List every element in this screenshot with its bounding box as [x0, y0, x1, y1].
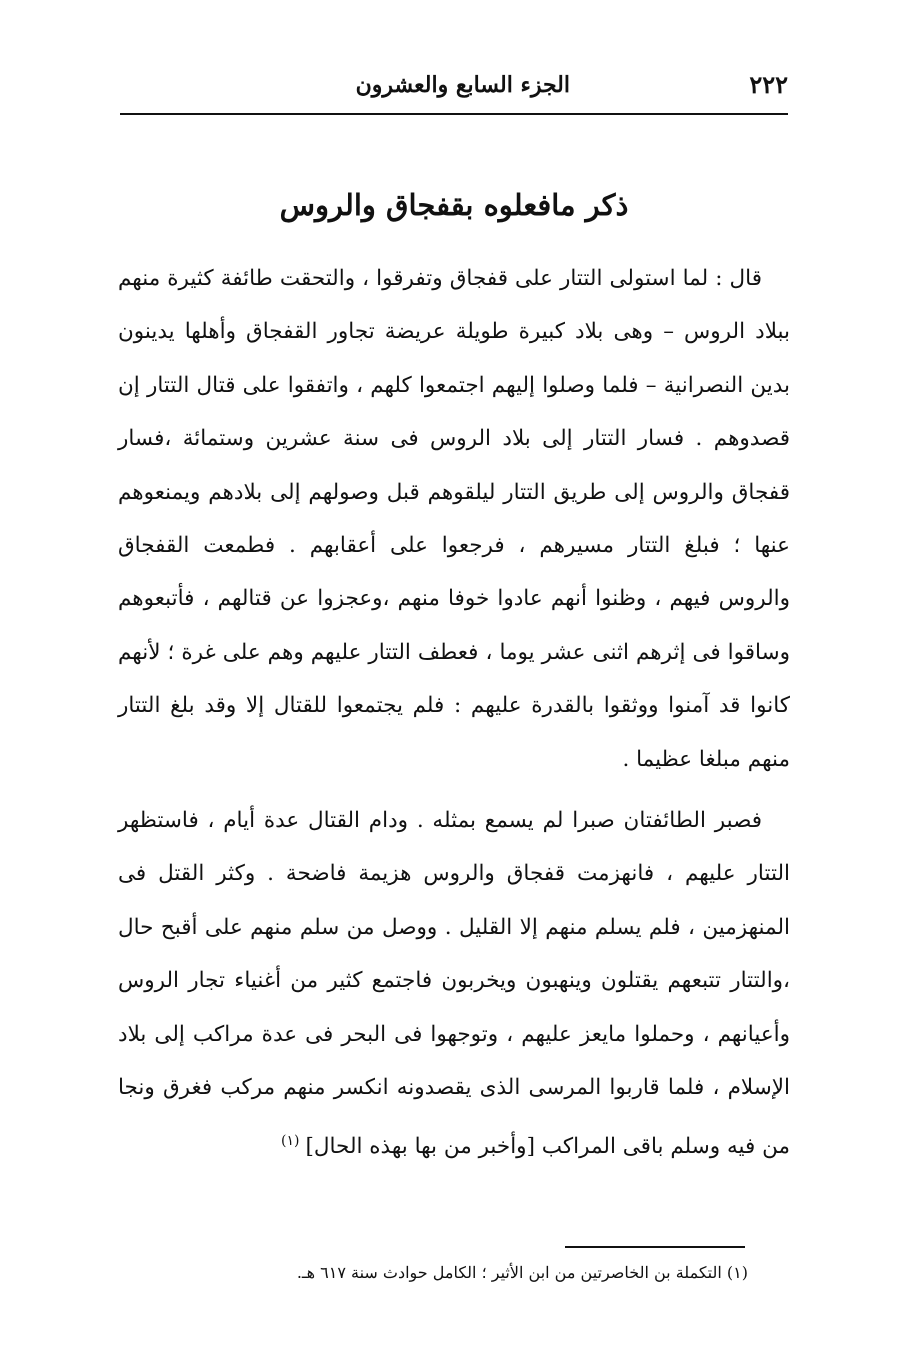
- footnote-rule: [565, 1246, 745, 1248]
- header-rule: [120, 113, 788, 115]
- paragraph-text: فصبر الطائفتان صبرا لم يسمع بمثله . ودام القتال عدة أيام ، فاستظهر التتار عليهم ، فانهزمت قفجاق والروس هزيمة فاضحة . وكثر القتل فى المنهزمين ، فلم يسلم منهم إلا القليل . ووصل من سلم منهم على أقبح حال ،والتتار تتبعهم يقتلون وينهبون ويخربون فاجتمع كثير من أغنياء تجار الروس وأعيانهم ، وحملوا مايعز عليهم ، وتوجهوا فى البحر فى عدة مراكب إلى بلاد الإسلام ، فلما قاربوا المرسى الذى يقصدونه انكسر منهم مركب فغرق ونجا من فيه وسلم باقى المراكب [وأخبر من بها بهذه الحال]: [118, 808, 790, 1159]
- paragraph: [118, 794, 790, 1173]
- body-text: [118, 252, 790, 1173]
- running-title: الجزء السابع والعشرون: [355, 72, 570, 98]
- paragraph: قال : لما استولى التتار على قفجاق وتفرقوا ، والتحقت طائفة كثيرة منهم ببلاد الروس – وهى بلاد كبيرة طويلة عريضة تجاور القفجاق وأهلها يدينون بدين النصرانية – فلما وصلوا إليهم اجتمعوا كلهم ، واتفقوا على قتال التتار إن قصدوهم . فسار التتار إلى بلاد الروس فى سنة عشرين وستمائة ،فسار قفجاق والروس إلى طريق التتار ليلقوهم قبل وصولهم إلى بلادهم ويمنعوهم عنها ؛ فبلغ التتار مسيرهم ، فرجعوا على أعقابهم . فطمعت القفجاق والروس فيهم ، وظنوا أنهم عادوا خوفا منهم ،وعجزوا عن قتالهم ، فأتبعوهم وساقوا فى إثرهم اثنى عشر يوما ، فعطف التتار عليهم وهم على غرة ؛ لأنهم كانوا قد آمنوا ووثقوا بالقدرة عليهم : فلم يجتمعوا للقتال إلا وقد بلغ التتار منهم مبلغا عظيما .: [118, 266, 790, 772]
- footnote: (١) التكملة بن الخاصرتين من ابن الأثير ؛ الكامل حوادث سنة ٦١٧ هـ.: [296, 1263, 748, 1282]
- chapter-title: ذكر مافعلوه بقفجاق والروس: [279, 188, 629, 222]
- page-number: ٢٢٢: [749, 70, 788, 99]
- footnote-marker[interactable]: (١): [281, 1132, 300, 1149]
- running-header: [120, 70, 788, 114]
